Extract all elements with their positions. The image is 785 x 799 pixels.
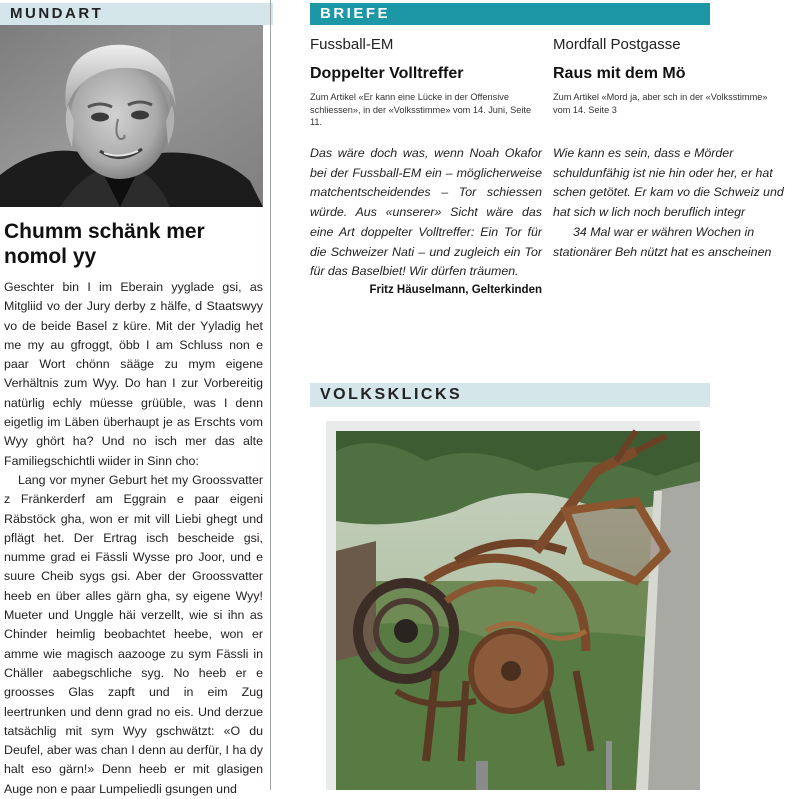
letter-text	[553, 144, 785, 262]
volksklicks-section-label: VOLKSKLICKS	[310, 383, 710, 407]
mundart-title: Chumm schänk mer nomol yy	[4, 220, 205, 268]
column-divider	[270, 0, 271, 790]
letter-paragraph: Das wäre doch was, wenn Noah Okafor bei der Fussball-EM ein – möglicherweise matchentscheidendes – Tor schiessen würde. Aus «unserer» Sicht wäre das eine Art doppelter Volltreffer: Ein Tor für die Schweizer Nati – und zugleich ein Tor für das Baselbiet! Wir dürfen träumen.	[310, 146, 542, 279]
mundart-column	[0, 0, 266, 796]
letter-kicker: Mordfall Postgasse	[553, 36, 681, 53]
letter-kicker: Fussball-EM	[310, 36, 394, 53]
letter-title: Doppelter Volltreffer	[310, 65, 464, 82]
letter-author: Fritz Häuselmann, Gelterkinden	[369, 283, 542, 296]
author-portrait	[0, 25, 263, 207]
letter-mordfall-postgasse	[553, 36, 785, 262]
letter-paragraph: 34 Mal war er währen Wochen in stationärer Beh nützt hat es anscheinen	[553, 224, 772, 259]
letter-reference: Zum Artikel «Er kann eine Lücke in der Offensive schliessen», in der «Volksstimme» vom 14. Juni, Seite 11.	[310, 92, 532, 127]
mundart-paragraph: Geschter bin I im Eberain yyglade gsi, as Mitgliid vo der Jury derby z hälfe, d Staatswyy vo de beide Basel z küre. Mit der Yyladig het me my au gfroggt, öbb I am Schluss non e paar Wort chönn sääge zu mym eigene Verhältnis zum Wyy. Do han I zur Vorbereitig natürlig echly müesse grüüble, was I denn eigetlig im Läben überhaupt je as Erschts vom Wyy ghört ha? Und no isch mer das alte Familiegschichtli wiider in Sinn cho:	[4, 280, 263, 468]
mundart-body	[4, 278, 263, 799]
letter-reference: Zum Artikel «Mord ja, aber sch in der «Volksstimme» vom 14. Seite 3	[553, 92, 768, 115]
letter-paragraph: Wie kann es sein, dass e Mörder schuldunfähig ist nie hin oder her, er hat schen getötet. Er kam vo die Schweiz und hat sich w lich noch beruflich integr	[553, 146, 784, 220]
volksklicks-photo	[336, 431, 700, 790]
letter-fussball-em	[310, 36, 542, 296]
mundart-paragraph: Lang vor myner Geburt het my Groossvatter z Fränkerderf am Eggrain e paar eigeni Räbstöck gha, won er mit vill Liebi ghegt und pflägt het. Der Ertrag isch bescheide gsi, numme grad ei Fässli Wysse pro Joor, und e suure Cheib sygs gsi. Aber der Groossvatter heeb en über alles gärn gha, sy eigene Wyy! Mueter und Unggle häi verzellt, wie si ihn as Chinder heimlig beobachtet heebe, won er amme wie magisch aazooge zu sym Fässli in Chäller aabegschliche syg. No heeb er e groosses Glas zapft und in eim Zug leertrunken und denn grad no eis. Und derzue tatsächlig mit sym Wyy gschwätzt: «O du Deufel, aber was chan I denn au derfür, I ha dy halt eso gärn!» Denn heeb er mit glasigen Auge non e paar Lumpeliedli gsungen und	[4, 472, 263, 796]
briefe-section-label: BRIEFE	[310, 3, 710, 25]
mundart-section-label: MUNDART	[0, 3, 273, 25]
portrait-image	[0, 25, 263, 207]
letter-text	[310, 144, 542, 282]
metal-sculpture-image	[336, 431, 700, 790]
letter-title: Raus mit dem Mö	[553, 65, 686, 82]
